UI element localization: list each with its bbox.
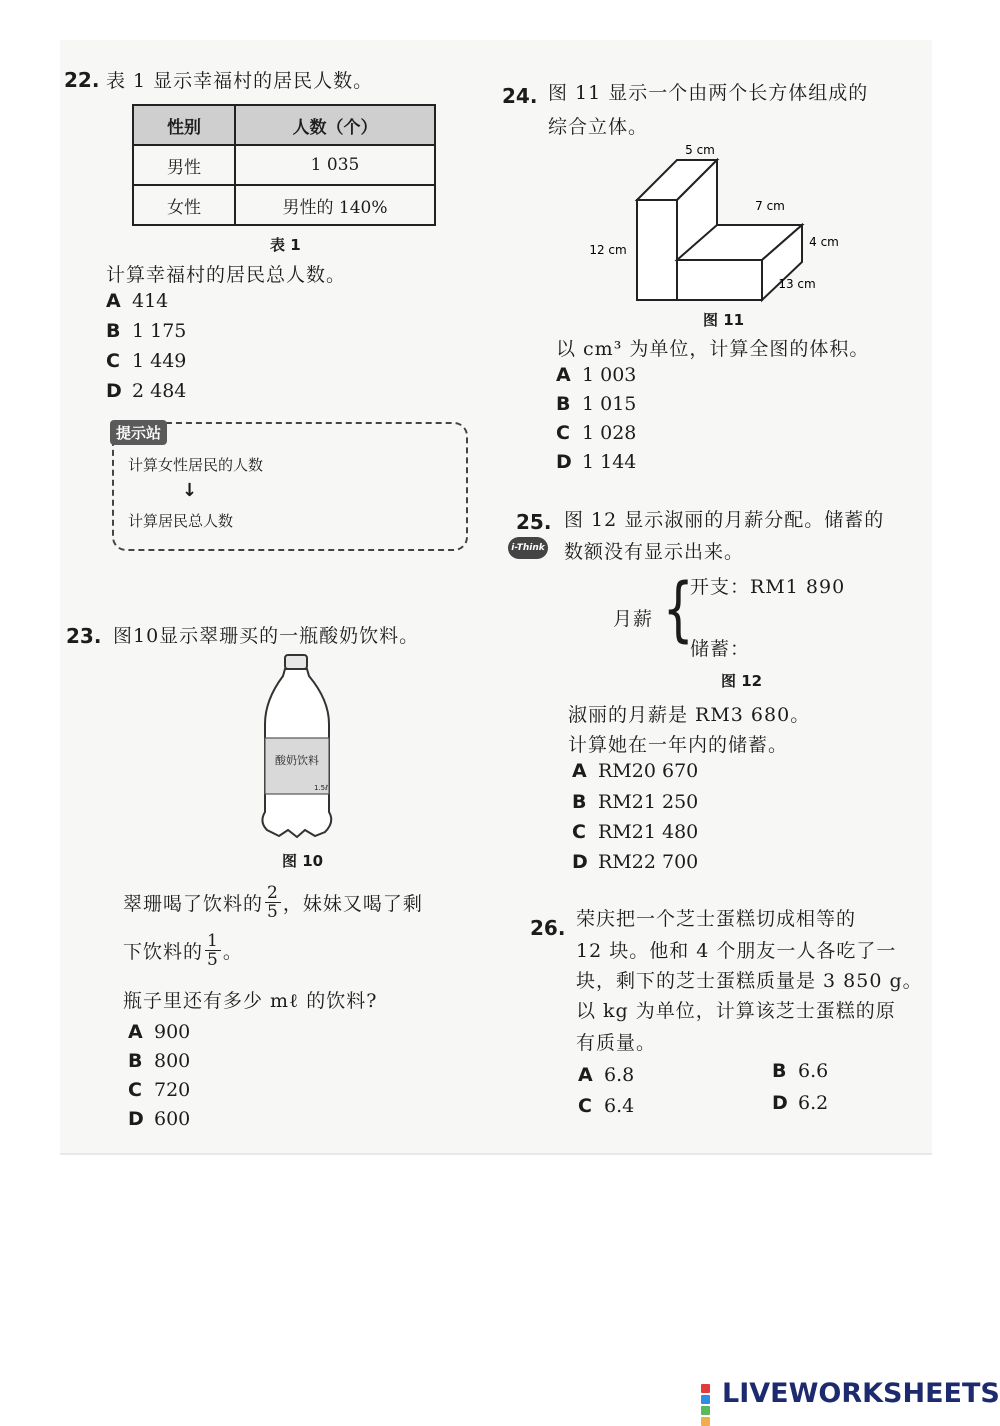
curly-brace-icon: { xyxy=(662,568,694,650)
q23-option-b[interactable] xyxy=(128,1050,190,1072)
fraction-numerator: 1 xyxy=(207,931,219,951)
q25-figure-caption: 图 12 xyxy=(721,672,763,690)
option-text: 2 484 xyxy=(132,380,187,402)
composite-solid-diagram xyxy=(582,140,857,305)
salary-label: 月薪 xyxy=(613,608,654,630)
q22-option-b[interactable] xyxy=(106,320,186,342)
bottle-cap xyxy=(285,655,307,669)
q23-question: 瓶子里还有多少 mℓ 的饮料? xyxy=(123,990,378,1012)
q22-hint-box xyxy=(112,422,468,551)
q26-option-b[interactable] xyxy=(772,1060,828,1082)
option-text: 6.6 xyxy=(798,1060,829,1082)
q26-line: 有质量。 xyxy=(576,1032,657,1054)
ithink-badge-icon: i-Think xyxy=(508,537,548,559)
option-letter: B xyxy=(106,320,121,342)
q26-option-c[interactable] xyxy=(578,1095,634,1117)
hint-step-1: 计算女性居民的人数 xyxy=(128,456,264,474)
q23-option-c[interactable] xyxy=(128,1079,190,1101)
option-text: 1 003 xyxy=(582,364,637,386)
q25-option-b[interactable] xyxy=(572,791,698,813)
q24-figure-caption: 图 11 xyxy=(703,311,745,329)
q25-prompt-line-2: 数额没有显示出来。 xyxy=(564,541,745,563)
option-text: 1 449 xyxy=(132,350,187,372)
option-text: RM21 480 xyxy=(598,821,699,843)
liveworksheets-logo[interactable] xyxy=(700,1378,1000,1409)
q25-question: 计算她在一年内的储蓄。 xyxy=(568,734,789,756)
liveworksheets-grid-icon xyxy=(700,1383,720,1405)
dim-label-inner: 7 cm xyxy=(755,199,785,213)
q23-prompt: 图10显示翠珊买的一瓶酸奶饮料。 xyxy=(113,625,420,647)
option-text: 1 144 xyxy=(582,451,637,473)
q22-option-d[interactable] xyxy=(106,380,186,402)
q22-prompt: 表 1 显示幸福村的居民人数。 xyxy=(106,70,374,92)
bottle-volume-text: 1.5ℓ xyxy=(313,784,329,792)
q23-line-1 xyxy=(123,884,423,921)
fraction-numerator: 2 xyxy=(267,883,279,903)
expense-item: 开支：RM1 890 xyxy=(690,576,846,598)
hint-step-2: 计算居民总人数 xyxy=(128,512,234,530)
q23-option-d[interactable] xyxy=(128,1108,190,1130)
option-text: RM20 670 xyxy=(598,760,699,782)
text-segment: ，妹妹又喝了剩 xyxy=(282,893,423,915)
dim-label-left: 12 cm xyxy=(589,243,627,257)
option-letter: A xyxy=(572,760,587,782)
q23-option-a[interactable] xyxy=(128,1021,190,1043)
q24-prompt-line-1: 图 11 显示一个由两个长方体组成的 xyxy=(548,82,869,104)
option-letter: D xyxy=(128,1108,144,1130)
tall-block-front xyxy=(637,200,677,300)
q25-number: 25. xyxy=(516,510,552,534)
q22-table-header-count: 人数（个） xyxy=(235,105,435,145)
option-letter: D xyxy=(772,1092,788,1114)
option-letter: D xyxy=(572,851,588,873)
q25-option-c[interactable] xyxy=(572,821,698,843)
q23-number: 23. xyxy=(66,624,102,648)
option-letter: A xyxy=(128,1021,143,1043)
option-letter: A xyxy=(106,290,121,312)
option-text: 6.2 xyxy=(798,1092,829,1114)
fraction-denominator: 5 xyxy=(207,950,219,970)
option-letter: C xyxy=(578,1095,592,1117)
dim-label-right: 4 cm xyxy=(809,235,839,249)
option-letter: C xyxy=(128,1079,142,1101)
q24-prompt-line-2: 综合立体。 xyxy=(548,116,649,138)
bottle-label-text: 酸奶饮料 xyxy=(275,754,319,767)
option-text: 800 xyxy=(154,1050,191,1072)
q22-option-c[interactable] xyxy=(106,350,186,372)
q24-question: 以 cm³ 为单位，计算全图的体积。 xyxy=(556,338,870,360)
q25-prompt-line-1: 图 12 显示淑丽的月薪分配。储蓄的 xyxy=(564,509,885,531)
q26-line: 荣庆把一个芝士蛋糕切成相等的 xyxy=(576,908,857,930)
option-text: 1 028 xyxy=(582,422,637,444)
option-letter: B xyxy=(556,393,571,415)
brand-name: LIVEWORKSHEETS xyxy=(722,1378,1000,1409)
dim-label-bottom: 13 cm xyxy=(778,277,816,291)
savings-item: 储蓄： xyxy=(690,638,751,660)
q22-number: 22. xyxy=(64,68,100,92)
option-text: RM22 700 xyxy=(598,851,699,873)
dim-label-top: 5 cm xyxy=(685,143,715,157)
option-text: 900 xyxy=(154,1021,191,1043)
option-letter: B xyxy=(128,1050,143,1072)
q24-number: 24. xyxy=(502,84,538,108)
option-letter: C xyxy=(556,422,570,444)
option-text: 6.4 xyxy=(604,1095,635,1117)
option-letter: D xyxy=(106,380,122,402)
fraction-two-fifths xyxy=(265,884,281,921)
option-text: 414 xyxy=(132,290,169,312)
q24-option-d[interactable] xyxy=(556,451,636,473)
q24-option-c[interactable] xyxy=(556,422,636,444)
q26-number: 26. xyxy=(530,916,566,940)
q23-figure-caption: 图 10 xyxy=(282,852,324,870)
yogurt-bottle-illustration xyxy=(255,652,340,842)
text-segment: 翠珊喝了饮料的 xyxy=(123,893,264,915)
q22-option-a[interactable] xyxy=(106,290,168,312)
option-letter: C xyxy=(106,350,120,372)
option-letter: A xyxy=(578,1064,593,1086)
option-text: 600 xyxy=(154,1108,191,1130)
q26-line: 12 块。他和 4 个朋友一人各吃了一 xyxy=(576,940,897,962)
q22-question: 计算幸福村的居民总人数。 xyxy=(106,264,347,286)
low-block-front xyxy=(677,260,762,300)
q24-option-b[interactable] xyxy=(556,393,636,415)
q23-line-2 xyxy=(123,932,243,969)
fraction-one-fifth xyxy=(205,932,221,969)
q26-option-a[interactable] xyxy=(578,1064,634,1086)
option-text: 1 175 xyxy=(132,320,187,342)
option-letter: A xyxy=(556,364,571,386)
option-letter: B xyxy=(772,1060,787,1082)
text-segment: 下饮料的 xyxy=(123,941,204,963)
fraction-denominator: 5 xyxy=(267,902,279,922)
text-segment: 。 xyxy=(222,941,243,963)
q22-table-cell: 1 035 xyxy=(235,145,435,185)
option-letter: B xyxy=(572,791,587,813)
q26-option-d[interactable] xyxy=(772,1092,828,1114)
option-letter: D xyxy=(556,451,572,473)
option-text: 720 xyxy=(154,1079,191,1101)
option-text: RM21 250 xyxy=(598,791,699,813)
q22-table-caption: 表 1 xyxy=(270,236,301,254)
arrow-down-icon: ↓ xyxy=(182,480,198,501)
q24-option-a[interactable] xyxy=(556,364,636,386)
option-letter: C xyxy=(572,821,586,843)
q25-option-d[interactable] xyxy=(572,851,698,873)
q22-table-cell: 男性的 140% xyxy=(235,185,435,225)
q25-line-1: 淑丽的月薪是 RM3 680。 xyxy=(568,704,811,726)
q22-table-cell: 男性 xyxy=(133,145,235,185)
q26-line: 以 kg 为单位，计算该芝士蛋糕的原 xyxy=(576,1000,896,1022)
option-text: 6.8 xyxy=(604,1064,635,1086)
q25-option-a[interactable] xyxy=(572,760,698,782)
option-text: 1 015 xyxy=(582,393,637,415)
q22-table-cell: 女性 xyxy=(133,185,235,225)
q22-table-header-gender: 性别 xyxy=(133,105,235,145)
q26-line: 块，剩下的芝士蛋糕质量是 3 850 g。 xyxy=(576,970,923,992)
hint-title: 提示站 xyxy=(110,420,167,445)
q22-table xyxy=(132,104,436,226)
